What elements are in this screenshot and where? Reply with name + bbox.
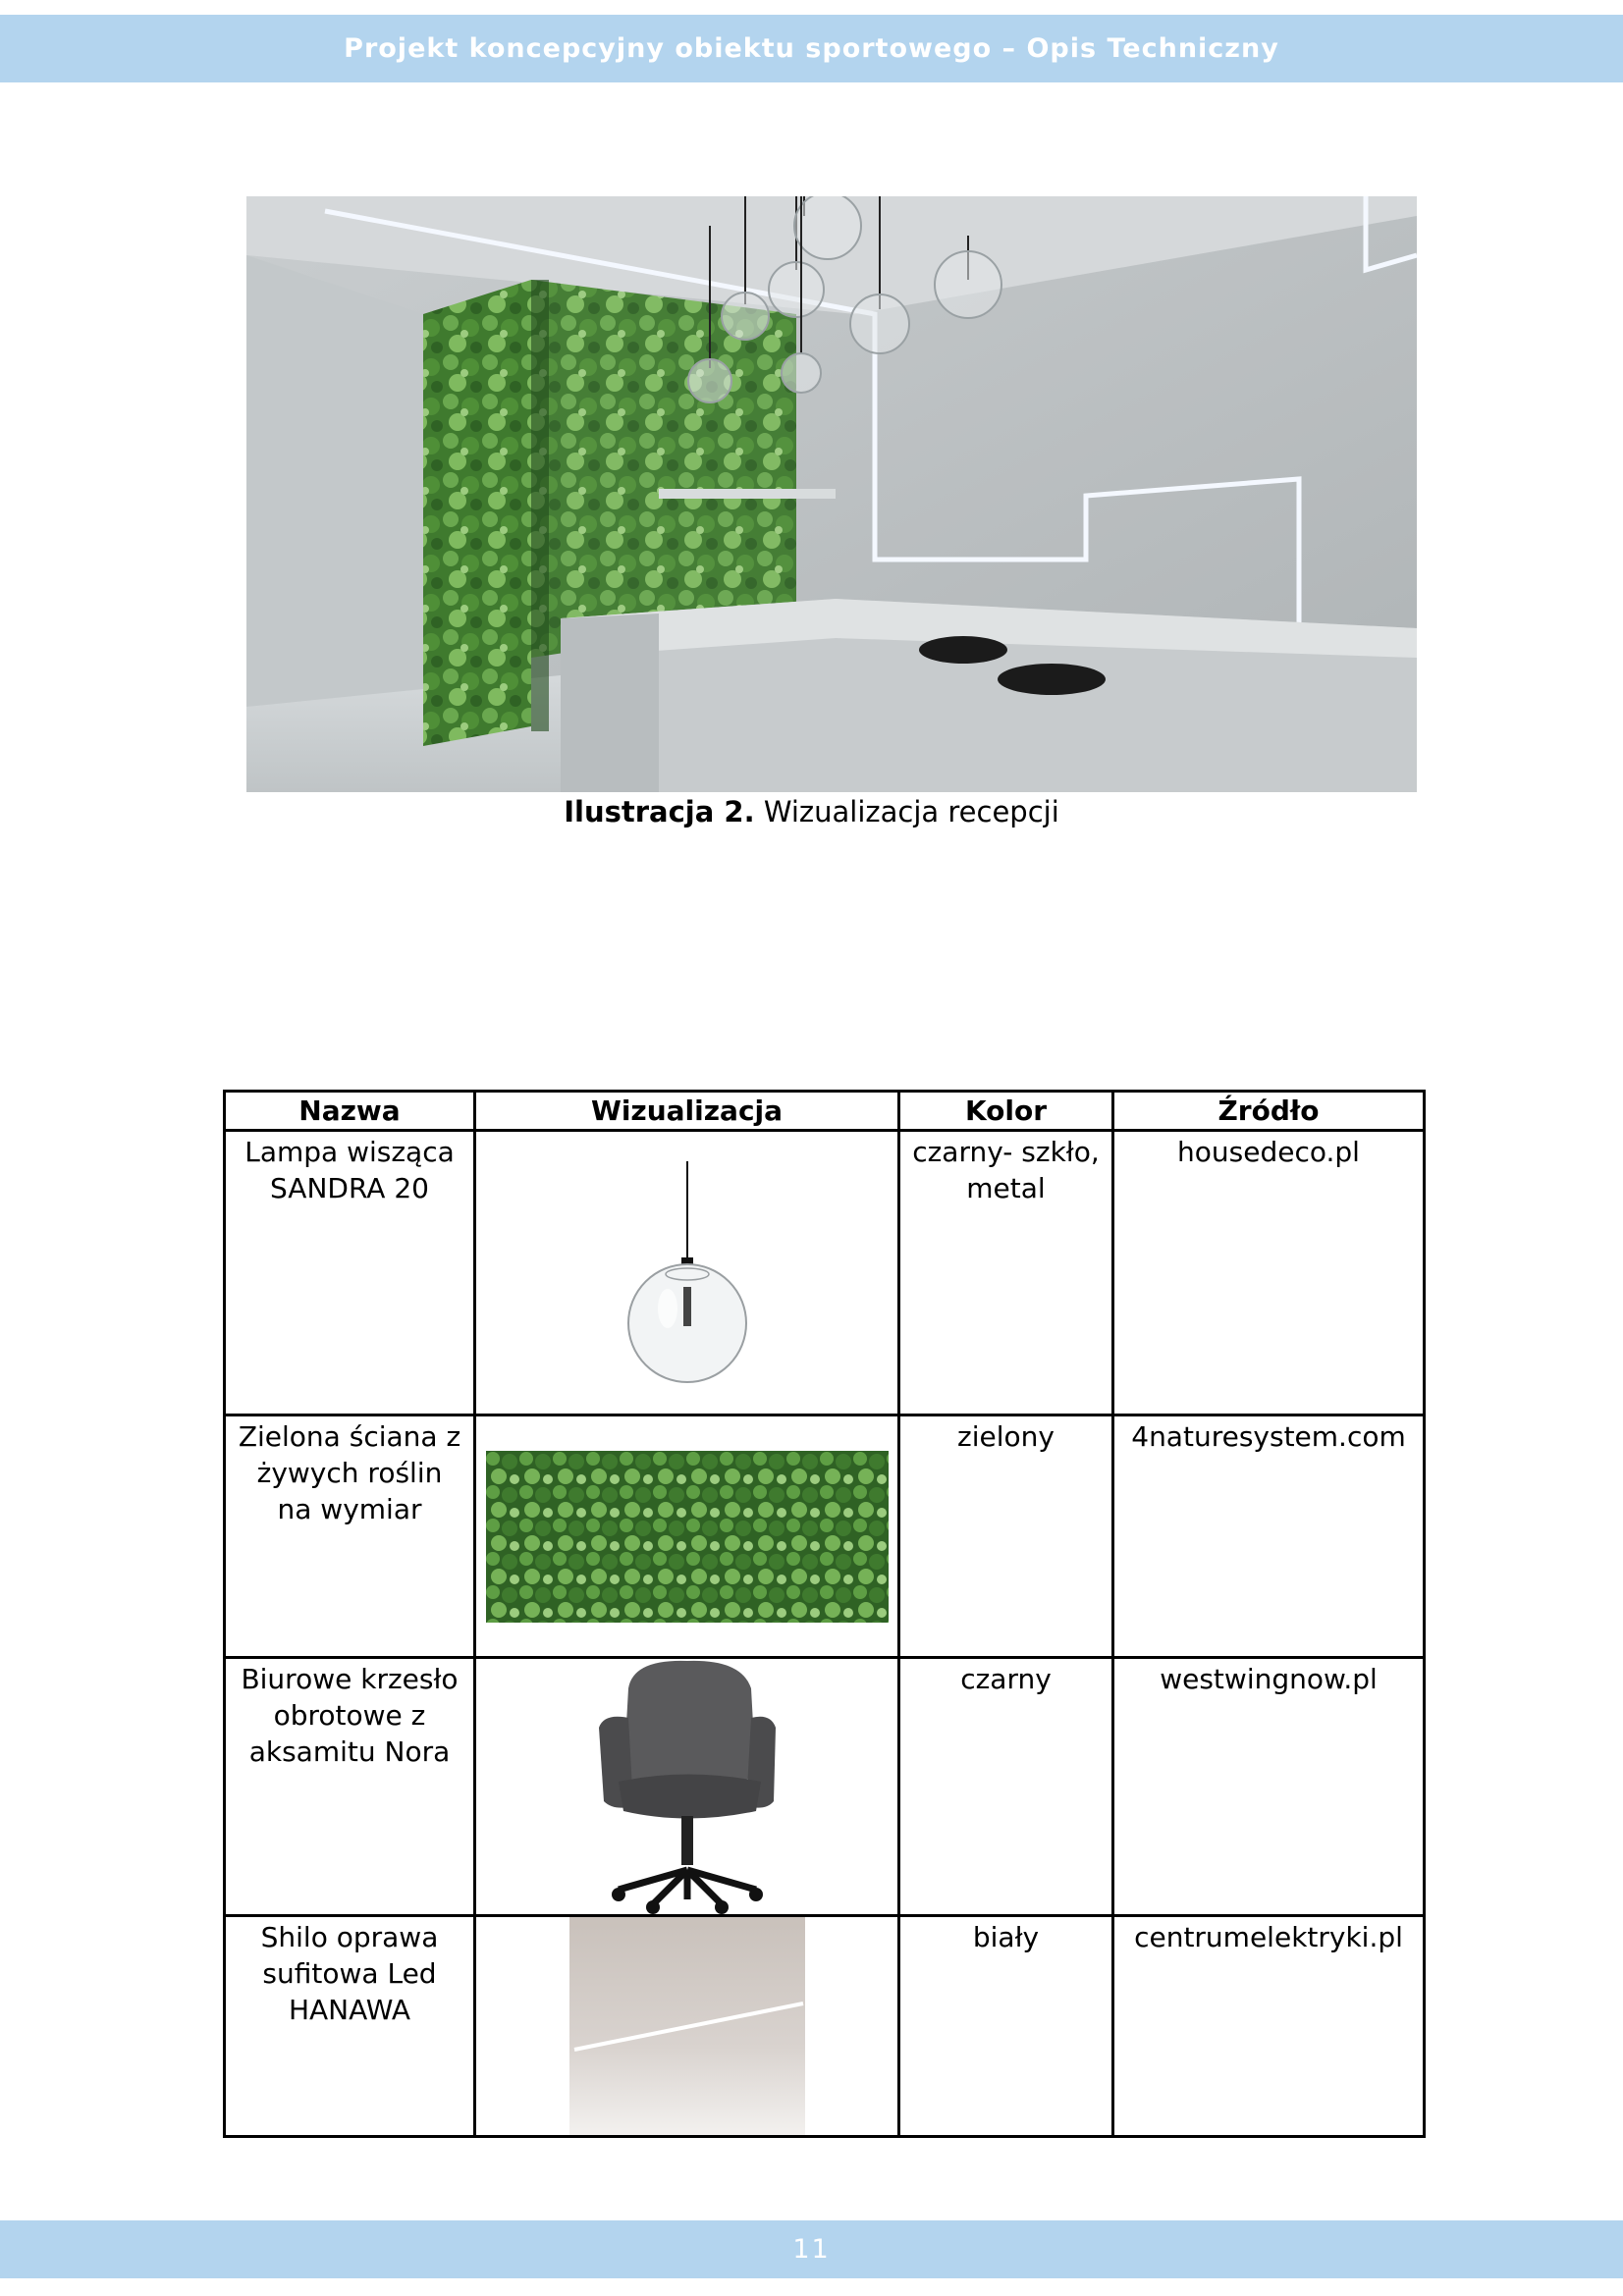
page-footer	[0, 2220, 1623, 2278]
table-row	[225, 1658, 1425, 1916]
item-name: Shilo oprawa sufitowa Led HANAWA	[225, 1916, 475, 2137]
figure-caption	[0, 795, 1623, 828]
table-row	[225, 1131, 1425, 1415]
document-title: Projekt koncepcyjny obiektu sportowego – Opis Techniczny	[344, 33, 1279, 64]
page-header	[0, 15, 1623, 82]
page-number: 11	[792, 2234, 831, 2265]
item-visualization	[475, 1916, 899, 2137]
column-header-color: Kolor	[899, 1092, 1113, 1131]
figure-caption-text: Wizualizacja recepcji	[763, 795, 1059, 828]
office-chair-icon	[594, 1659, 781, 1914]
table-header-row	[225, 1092, 1425, 1131]
item-source: westwingnow.pl	[1113, 1658, 1425, 1916]
item-color: czarny- szkło, metal	[899, 1131, 1113, 1415]
item-source: centrumelektryki.pl	[1113, 1916, 1425, 2137]
item-visualization	[475, 1658, 899, 1916]
item-visualization	[475, 1131, 899, 1415]
item-color: zielony	[899, 1415, 1113, 1658]
item-name: Lampa wisząca SANDRA 20	[225, 1131, 475, 1415]
item-color: biały	[899, 1916, 1113, 2137]
reception-visualization-image	[246, 196, 1417, 792]
item-visualization	[475, 1415, 899, 1658]
figure-label: Ilustracja 2.	[564, 795, 755, 828]
item-color: czarny	[899, 1658, 1113, 1916]
table-row	[225, 1916, 1425, 2137]
item-source: housedeco.pl	[1113, 1131, 1425, 1415]
led-ceiling-light-icon	[569, 1917, 805, 2135]
column-header-source: Źródło	[1113, 1092, 1425, 1131]
green-wall-icon	[486, 1451, 889, 1623]
column-header-name: Nazwa	[225, 1092, 475, 1131]
item-source: 4naturesystem.com	[1113, 1415, 1425, 1658]
item-name: Zielona ściana z żywych roślin na wymiar	[225, 1415, 475, 1658]
materials-table	[223, 1090, 1426, 2138]
table-row	[225, 1415, 1425, 1658]
column-header-visualization: Wizualizacja	[475, 1092, 899, 1131]
pendant-lamp-icon	[599, 1161, 776, 1387]
item-name: Biurowe krzesło obrotowe z aksamitu Nora	[225, 1658, 475, 1916]
